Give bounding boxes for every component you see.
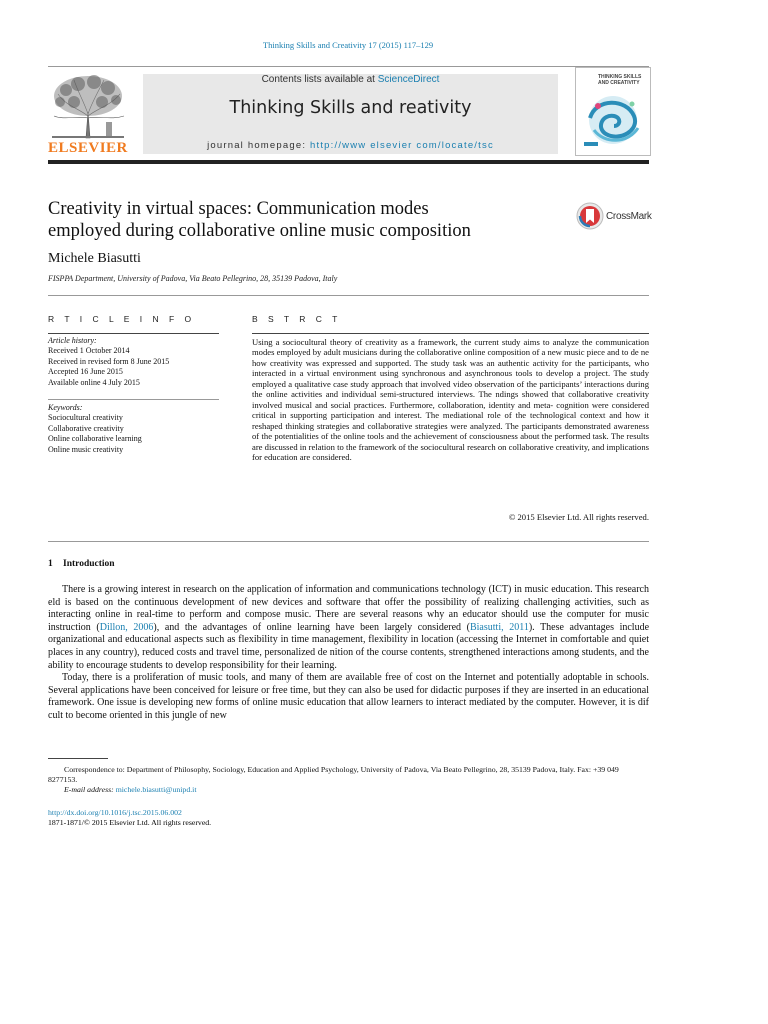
abstract-rule [252, 333, 649, 334]
publisher-name: ELSEVIER [48, 140, 128, 156]
article-info-rule [48, 333, 219, 334]
keyword-item: Collaborative creativity [48, 423, 124, 433]
author-name: Michele Biasutti [48, 251, 141, 266]
cover-title-line-1: THINKING SKILLS [598, 74, 642, 80]
issn-line: 1871-1871/© 2015 Elsevier Ltd. All rights reserved. [48, 818, 212, 827]
footnote-rule [48, 758, 108, 759]
paragraph-text: ), and the advantages of online learning have been largely considered ( [153, 621, 470, 633]
article-title-line-1: Creativity in virtual spaces: Communication modes [48, 199, 429, 219]
section-number: 1 [48, 559, 53, 569]
affiliation-rule [48, 295, 649, 296]
history-online: Available online 4 July 2015 [48, 377, 140, 387]
keywords-block [48, 403, 228, 455]
crossmark-label[interactable]: CrossMark [606, 211, 652, 222]
history-accepted: Accepted 16 June 2015 [48, 367, 123, 377]
abstract-text: Using a sociocultural theory of creativity as a framework, the current study aims to analyze the communication modes employed by adult musicians during the collaborative online composition of a new music piece and to de ne how creativity was expressed and supported. The study task was an authentic activity for the participants, who interacted in a virtual environment using synchronous and asynchronous tools to develop a project. The study employed a qualitative case study approach that involved video observation of the participants’ interactions during the online activities and individual semi-structured interviews. The ndings showed that collaborative creativity involved musical and social practices. Furthermore, collaboration, identity and meta- cognition were considered critical in supporting participation and interest. The mediational role of the technological context and how it reshaped thinking strategies and collaborative strategies were analyzed. The participants demonstrated awareness of the potentialities of the online tools and the achievement of consciousness about the performed task. The results are discussed in relation to the framework of the sociocultural research on collaborative creativity, and implications for education are considered. [252, 337, 649, 462]
homepage-link[interactable]: http://www elsevier com/locate/tsc [310, 140, 494, 151]
journal-cover[interactable] [575, 67, 651, 156]
keyword-item: Online collaborative learning [48, 434, 142, 444]
email-note [48, 785, 649, 795]
doi-link[interactable]: http://dx.doi.org/10.1016/j.tsc.2015.06.002 [48, 808, 182, 817]
keywords-rule [48, 399, 219, 400]
section-heading-introduction [48, 559, 115, 569]
footnote [48, 765, 649, 795]
author-affiliation: FISPPA Department, University of Padova, Via Beato Pellegrino, 28, 35139 Padova, Italy [48, 274, 338, 283]
keyword-item: Sociocultural creativity [48, 413, 123, 423]
paragraph [48, 584, 649, 672]
citation-link[interactable]: Dillon, 2006 [99, 621, 154, 633]
correspondence-note: Correspondence to: Department of Philosophy, Sociology, Education and Applied Psychology, University of Padova, Via Beato Pellegrino, 28, 35139 Padova, Italy. Fax: +39 049 8277153. [48, 765, 619, 784]
section-title: Introduction [63, 559, 115, 569]
keywords-label: Keywords: [48, 403, 83, 412]
article-history [48, 336, 228, 388]
doi-block [48, 808, 211, 828]
abstract-end-rule [48, 541, 649, 542]
sciencedirect-link[interactable]: ScienceDirect [377, 74, 440, 85]
contents-prefix: Contents lists available at [261, 74, 378, 85]
paragraph-text: There is a growing interest in research on the application of information and communications technology (ICT) in music education. This research eld is based on the continuous development of new devices and software that offer the possibility of realizing challenging activities, such as interacting online in real-time to perform and compose music. There are several reasons why an educator should use the computer for music instruction ( [48, 584, 649, 633]
homepage-label: journal homepage: [207, 140, 311, 151]
cover-swirl-image [576, 68, 650, 155]
introduction-body [48, 584, 649, 723]
crossmark-icon[interactable] [576, 202, 604, 230]
email-label: E-mail address: [64, 785, 116, 794]
paragraph-text: ). These advantages include organizational and educational aspects such as flexibility in time management, flexibility in location (accessing the Internet in comfortable and quiet places in any country), reduced costs and travel time, personalized de nition of the course contents, strengthened interactions among students, and the ability to encourage students to develop responsibility for their learning. [48, 621, 650, 671]
abstract-copyright: © 2015 Elsevier Ltd. All rights reserved. [508, 512, 649, 522]
history-received: Received 1 October 2014 [48, 346, 130, 356]
cover-title-line-2: AND CREATIVITY [598, 80, 640, 86]
article-title-line-2: employed during collaborative online music composition [48, 221, 471, 241]
article-title [48, 198, 568, 242]
abstract-heading: B S T R C T [252, 314, 342, 324]
history-label: Article history: [48, 336, 97, 345]
header-rule [48, 66, 649, 67]
journal-title: Thinking Skills and reativity [229, 98, 472, 118]
running-head[interactable]: Thinking Skills and Creativity 17 (2015) 117–129 [262, 40, 434, 50]
citation-link[interactable]: Biasutti, 2011 [469, 621, 529, 633]
article-info-heading: R T I C L E I N F O [48, 314, 196, 324]
masthead-rule [48, 160, 649, 164]
email-link[interactable]: michele.biasutti@unipd.it [115, 785, 197, 794]
history-revised: Received in revised form 8 June 2015 [48, 356, 170, 366]
journal-homepage [143, 140, 558, 151]
contents-line [143, 74, 558, 85]
paragraph: Today, there is a proliferation of music tools, and many of them are available free of cost on the Internet and potentially adoptable in schools. Several applications have been conceived for leisure or free time, but they can also be used for didactic purposes if they are inserted in an educational framework. One issue is developing new forms of online music education that allow learners to interact mediated by the computer. However, it is dif cult to become oriented in this jungle of new [48, 672, 649, 721]
keyword-item: Online music creativity [48, 444, 124, 454]
